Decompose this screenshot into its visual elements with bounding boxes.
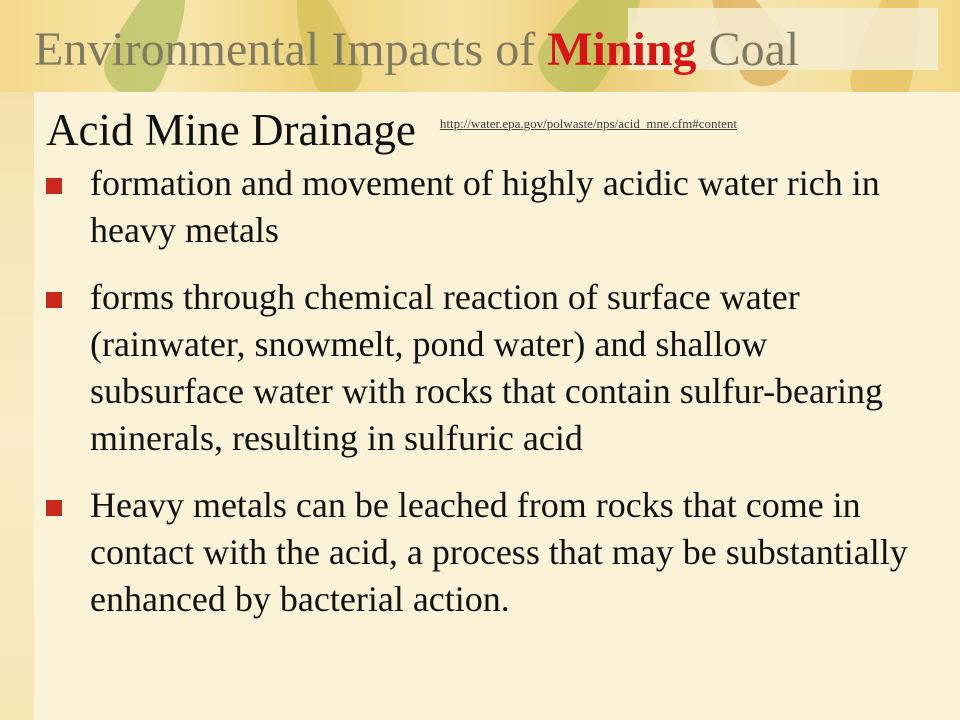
red-square-bullet-icon: [46, 500, 62, 516]
title-emphasis: Mining: [547, 23, 697, 76]
slide-subtitle: Acid Mine Drainage: [46, 105, 416, 155]
slide-title: [34, 22, 799, 78]
bullet-text: Heavy metals can be leached from rocks that come in contact with the acid, a process that may be substantially enhanced by bacterial action.: [90, 485, 908, 619]
bullet-list: [44, 160, 924, 643]
subtitle-row: [46, 104, 737, 156]
title-suffix: Coal: [696, 23, 800, 76]
left-decorative-strip: [0, 0, 34, 720]
red-square-bullet-icon: [46, 178, 62, 194]
bullet-text: formation and movement of highly acidic water rich in heavy metals: [90, 163, 880, 250]
bullet-item: [44, 482, 924, 623]
bullet-text: forms through chemical reaction of surface water (rainwater, snowmelt, pond water) and shallow subsurface water with rocks that contain sulfur-bearing minerals, resulting in sulfuric acid: [90, 277, 884, 458]
source-link[interactable]: http://water.epa.gov/polwaste/nps/acid_mne.cfm#content: [439, 116, 737, 131]
red-square-bullet-icon: [46, 292, 62, 308]
title-prefix: Environmental Impacts of: [34, 23, 548, 76]
bullet-item: [44, 160, 924, 254]
bullet-item: [44, 274, 924, 462]
